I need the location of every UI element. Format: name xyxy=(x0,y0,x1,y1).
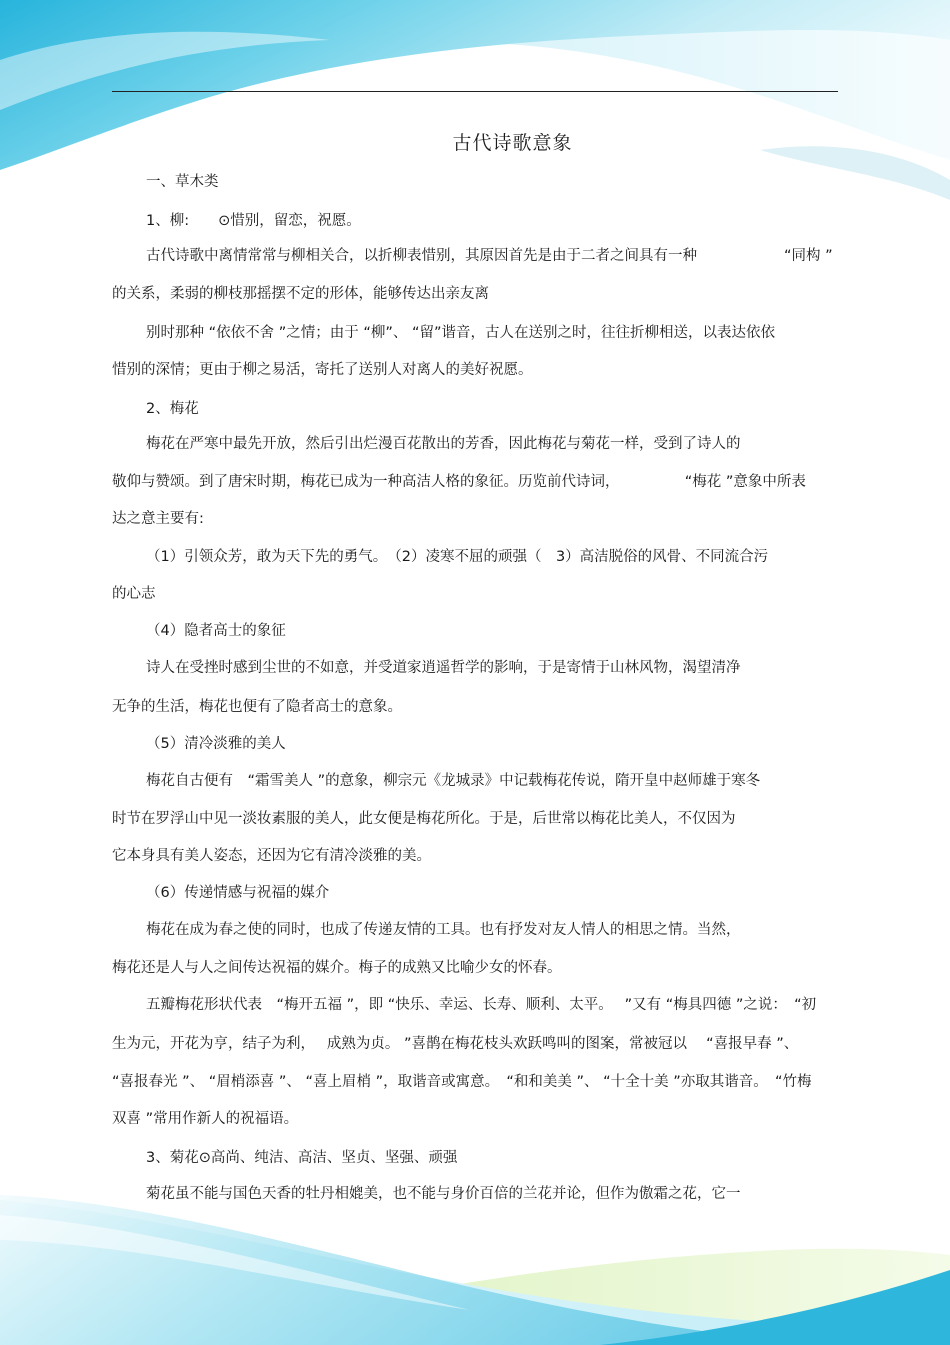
paragraph-line: 的心志 xyxy=(112,586,156,602)
paragraph-line: 梅花在严寒中最先开放，然后引出烂漫百花散出的芳香，因此梅花与菊花一样，受到了诗人的 xyxy=(146,436,741,452)
paragraph-line: 别时那种 “依依不舍 ”之情；由于 “柳”、 “留”谐音，古人在送别之时，往往折柳相送，以表达依依 xyxy=(146,325,776,341)
paragraph-line: 梅花自古便有 “霜雪美人 ”的意象，柳宗元《龙城录》中记载梅花传说，隋开皇中赵师雄于寒冬 xyxy=(146,773,761,789)
sub-heading: （5）清冷淡雅的美人 xyxy=(146,736,286,752)
paragraph-line: （1）引领众芳，敢为天下先的勇气。 （2）凌寒不屈的顽强（ 3）高洁脱俗的风骨、不同流合污 xyxy=(146,549,769,565)
page-title: 古代诗歌意象 xyxy=(452,132,573,154)
section-heading: 一、草木类 xyxy=(146,174,219,190)
paragraph-line: 无争的生活，梅花也便有了隐者高士的意象。 xyxy=(112,699,402,715)
paragraph-line: 惜别的深情；更由于柳之易活，寄托了送别人对离人的美好祝愿。 xyxy=(112,362,533,378)
paragraph-line: 梅花还是人与人之间传达祝福的媒介。梅子的成熟又比喻少女的怀春。 xyxy=(112,960,562,976)
paragraph-line: 它本身具有美人姿态，还因为它有清冷淡雅的美。 xyxy=(112,848,431,864)
paragraph-line: “喜报春光 ”、 “眉梢添喜 ”、 “喜上眉梢 ”，取谐音或寓意。 “和和美美 ”、 “十全十美 ”亦取其谐音。 “竹梅 xyxy=(112,1074,812,1090)
item-heading: 2、梅花 xyxy=(146,401,199,417)
item-heading: 1、柳: ⊙惜别，留恋，祝愿。 xyxy=(146,213,361,229)
paragraph-line: 的关系，柔弱的柳枝那摇摆不定的形体，能够传达出亲友离 xyxy=(112,286,489,302)
item-heading: 3、菊花⊙高尚、纯洁、高洁、坚贞、坚强、顽强 xyxy=(146,1150,458,1166)
paragraph-line: 达之意主要有: xyxy=(112,511,204,527)
paragraph-line: 梅花在成为春之使的同时，也成了传递友情的工具。也有抒发对友人情人的相思之情。当然， xyxy=(146,922,741,938)
paragraph-line: 敬仰与赞颂。到了唐宋时期，梅花已成为一种高洁人格的象征。历览前代诗词， “梅花 ”意象中所表 xyxy=(112,474,806,490)
paragraph-line: 五瓣梅花形状代表 “梅开五福 ”，即 “快乐、幸运、长寿、顺利、太平。 ”又有 “梅具四德 ”之说： “初 xyxy=(146,997,817,1013)
paragraph-line: 古代诗歌中离情常常与柳相关合，以折柳表惜别，其原因首先是由于二者之间具有一种 “同构 ” xyxy=(146,248,833,264)
sub-heading: （4）隐者高士的象征 xyxy=(146,623,286,639)
paragraph-line: 生为元，开花为亨，结子为利， 成熟为贞。 ”喜鹊在梅花枝头欢跃鸣叫的图案，常被冠以 “喜报早春 ”、 xyxy=(112,1036,799,1052)
paragraph-line: 双喜 ”常用作新人的祝福语。 xyxy=(112,1111,299,1127)
header-rule xyxy=(112,91,838,92)
paragraph-line: 诗人在受挫时感到尘世的不如意，并受道家逍遥哲学的影响，于是寄情于山林风物，渴望清净 xyxy=(146,660,741,676)
paragraph-line: 时节在罗浮山中见一淡妆素服的美人，此女便是梅花所化。于是，后世常以梅花比美人，不仅因为 xyxy=(112,811,736,827)
paragraph-line: 菊花虽不能与国色天香的牡丹相媲美，也不能与身价百倍的兰花并论，但作为傲霜之花，它一 xyxy=(146,1186,741,1202)
sub-heading: （6）传递情感与祝福的媒介 xyxy=(146,885,330,901)
